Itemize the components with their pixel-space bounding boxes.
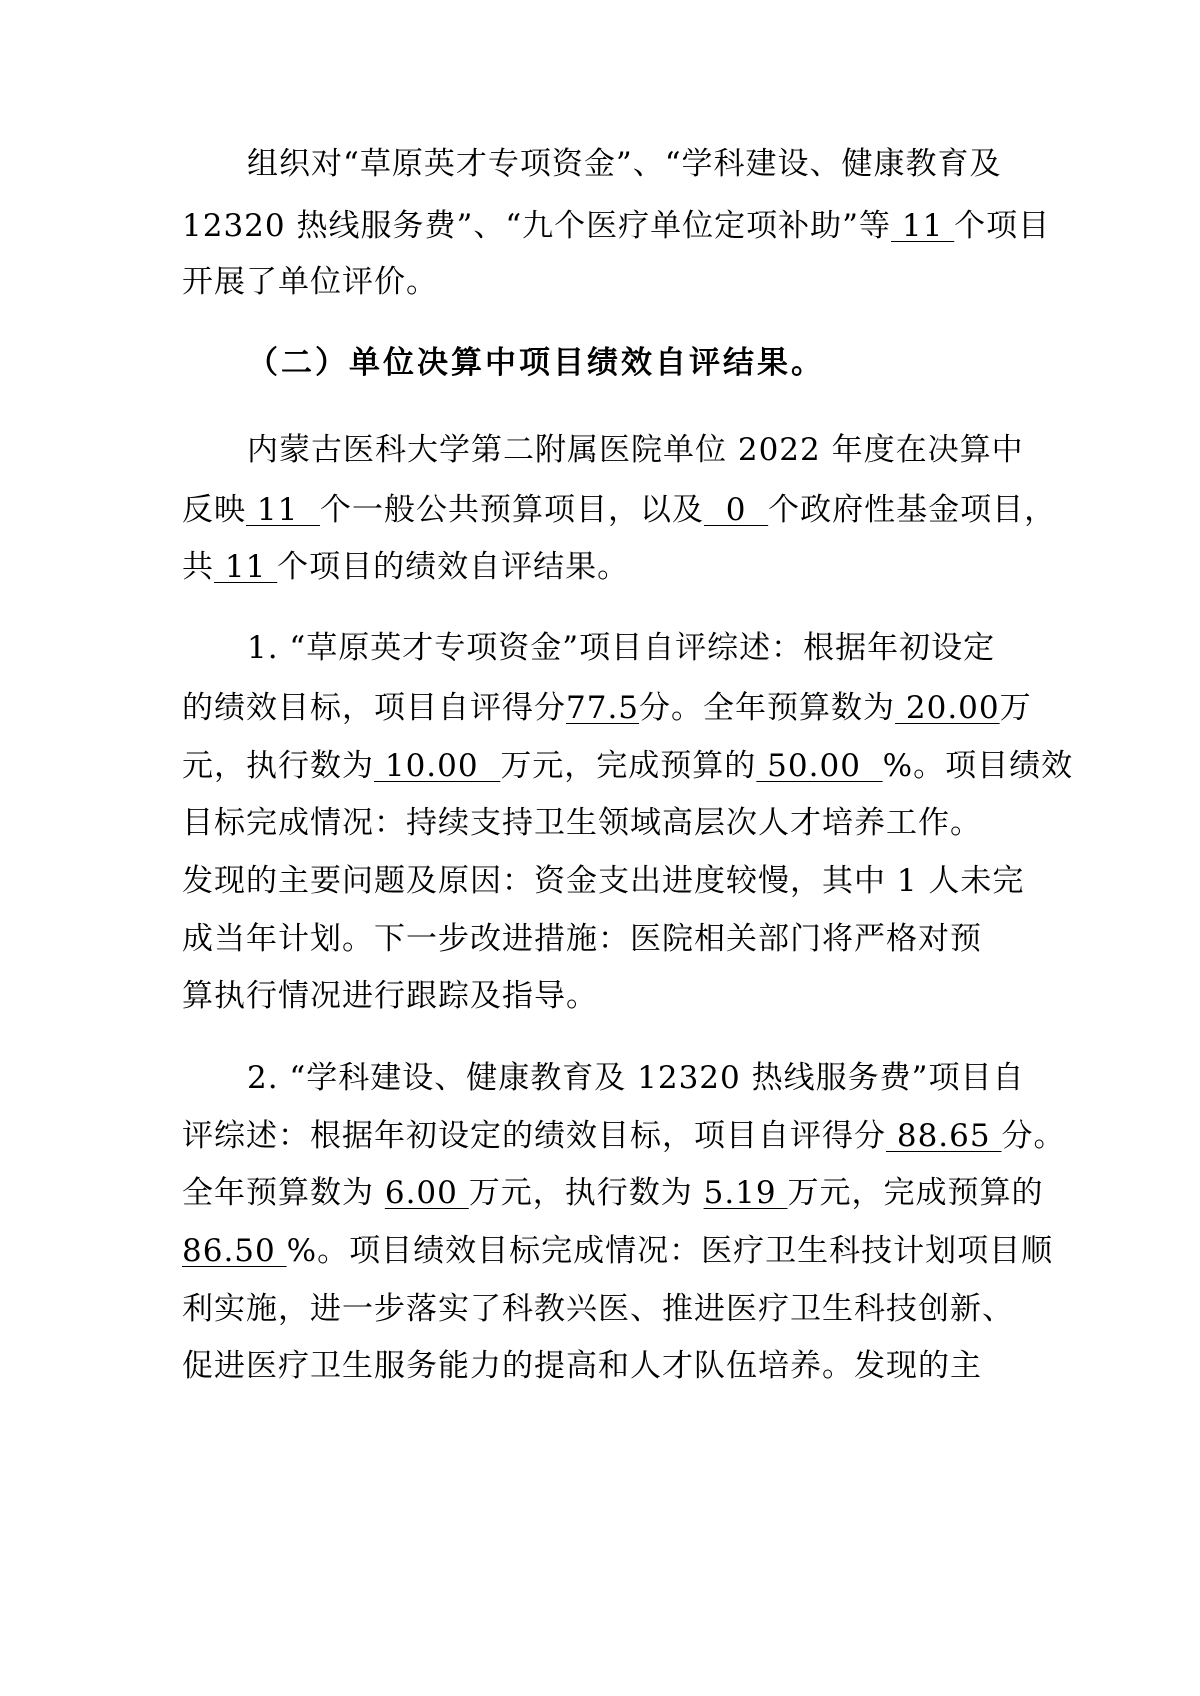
text: 分。 [1001, 1118, 1066, 1154]
intro-line-2 [182, 206, 1050, 246]
section-heading [247, 343, 825, 383]
text: 个项目的绩效自评结果。 [277, 549, 630, 585]
item2-line-2 [182, 1116, 1065, 1156]
item1-line-5 [182, 861, 1024, 901]
text: 1. “草原英才专项资金”项目自评综述：根据年初设定 [247, 630, 996, 666]
text: 共 [182, 549, 214, 585]
text: 利实施，进一步落实了科教兴医、推进医疗卫生科技创新、 [182, 1291, 1014, 1327]
item2-budget: 6.00 [384, 1175, 469, 1211]
text: 促进医疗卫生服务能力的提高和人才队伍培养。发现的主 [182, 1348, 982, 1384]
text: 内蒙古医科大学第二附属医院单位 2022 年度在决算中 [247, 432, 1024, 468]
item2-line-4 [182, 1231, 1053, 1271]
item1-line-6 [182, 919, 982, 959]
text: 个项目 [954, 208, 1051, 244]
text: 万元，完成预算的 [500, 748, 757, 784]
item1-budget: 20.00 [895, 690, 1000, 726]
item1-line-4 [182, 803, 982, 843]
item2-completion-rate: 86.50 [182, 1233, 287, 1269]
text: 开展了单位评价。 [182, 264, 438, 300]
text: 反映 [182, 492, 246, 528]
project-count-underlined: 11 [891, 208, 955, 244]
text: 万元，完成预算的 [787, 1175, 1044, 1211]
item1-line-1 [247, 628, 995, 668]
text: 的绩效目标，项目自评得分 [182, 690, 566, 726]
heading-text: （二）单位决算中项目绩效自评结果。 [247, 345, 825, 381]
text: 万 [999, 690, 1032, 726]
intro-line-1 [247, 144, 1002, 184]
intro-line-3 [182, 262, 438, 302]
text: 元，执行数为 [182, 748, 374, 784]
item1-completion-rate: 50.00 [756, 748, 883, 784]
item2-line-6 [182, 1346, 982, 1386]
text: 个一般公共预算项目，以及 [320, 492, 705, 528]
item2-executed: 5.19 [703, 1175, 788, 1211]
text: 2. “学科建设、健康教育及 12320 热线服务费”项目自 [247, 1060, 1025, 1096]
item2-line-1 [247, 1058, 1024, 1098]
total-project-count: 11 [214, 549, 278, 585]
text: 万元，执行数为 [468, 1175, 704, 1211]
summary-line-2 [182, 490, 1056, 530]
text: 发现的主要问题及原因：资金支出进度较慢，其中 1 人未完 [182, 863, 1025, 899]
text: 评综述：根据年初设定的绩效目标，项目自评得分 [182, 1118, 886, 1154]
text: 组织对“草原英才专项资金”、“学科建设、健康教育及 [247, 146, 1002, 182]
item1-score: 77.5 [566, 690, 640, 726]
text: %。项目绩效目标完成情况：医疗卫生科技计划项目顺 [286, 1233, 1054, 1269]
summary-line-3 [182, 547, 629, 587]
text: 目标完成情况：持续支持卫生领域高层次人才培养工作。 [182, 805, 982, 841]
fund-project-count: 0 [704, 492, 769, 528]
text: 全年预算数为 [182, 1175, 385, 1211]
summary-line-1 [247, 430, 1024, 470]
text: 算执行情况进行跟踪及指导。 [182, 978, 598, 1014]
text: 分。全年预算数为 [639, 690, 896, 726]
text: 个政府性基金项目， [768, 492, 1057, 528]
item1-line-2 [182, 688, 1032, 728]
item1-executed: 10.00 [374, 748, 501, 784]
text: 12320 热线服务费”、“九个医疗单位定项补助”等 [182, 208, 892, 244]
general-budget-count: 11 [246, 492, 321, 528]
text: %。项目绩效 [882, 748, 1074, 784]
item1-line-3 [182, 746, 1073, 786]
item2-score: 88.65 [886, 1118, 1002, 1154]
item2-line-5 [182, 1289, 1014, 1329]
text: 成当年计划。下一步改进措施：医院相关部门将严格对预 [182, 921, 982, 957]
item2-line-3 [182, 1173, 1044, 1213]
item1-line-7 [182, 976, 598, 1016]
